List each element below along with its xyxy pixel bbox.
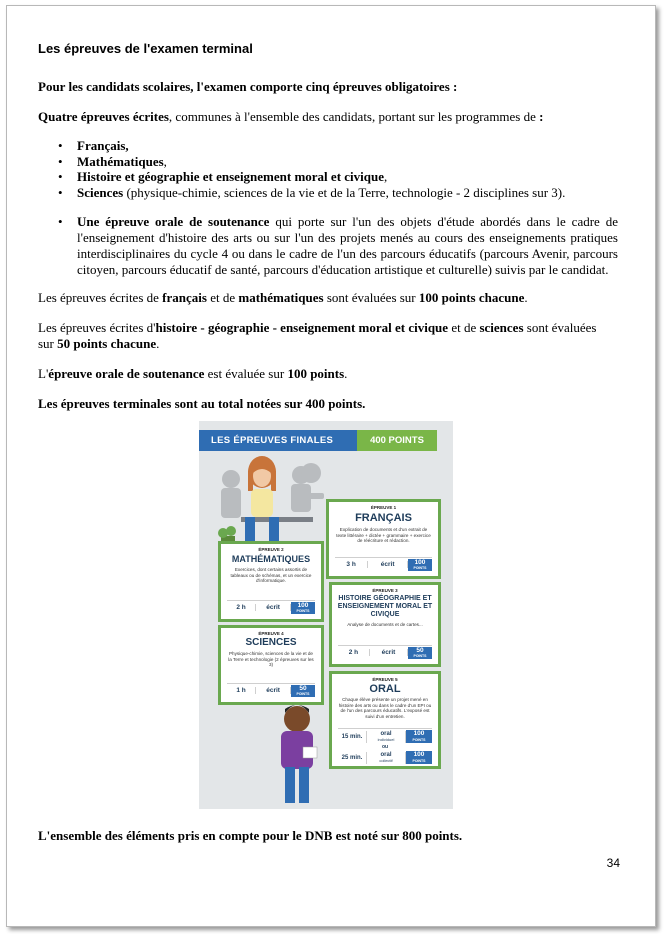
total-finales: Les épreuves terminales sont au total notées sur 400 points. xyxy=(38,396,366,411)
card-francais: ÉPREUVE 1 FRANÇAIS Explication de documents et d'un extrait de texte littéraire + dictée + grammaire + exercice de réécriture et rédaction. 3 h écrit 100 POINTS xyxy=(326,499,441,579)
written-lead-rest: , communes à l'ensemble des candidats, portant sur les programmes de xyxy=(168,109,540,124)
written-exams-intro xyxy=(38,109,616,125)
points-badge: 100 POINTS xyxy=(406,730,432,743)
card-footer: 2 h écrit 50 POINTS xyxy=(338,645,432,659)
page-number: 34 xyxy=(606,856,620,870)
oral-rest: qui porte sur l'un des objets d'étude abordés dans le cadre de l'enseignement d'histoire des arts ou sur l'un des projets menés au cours des enseignements pratiques interdisciplinaires du cycle 4 ou dans le cadre de l'un des parcours éducatifs (parcours Avenir, parcours citoyen, parcours éducatif de santé, parcours d'éducation artistique et culturelle) suivis par le candidat. xyxy=(77,214,618,277)
written-lead-colon: : xyxy=(539,109,544,124)
points-badge: 50 POINTS xyxy=(291,685,315,697)
list-item: • Mathématiques, xyxy=(38,154,618,170)
list-item: • Histoire et géographie et enseignement moral et civique, xyxy=(38,169,618,185)
points-badge: 100 POINTS xyxy=(291,602,315,614)
written-lead-bold: Quatre épreuves écrites xyxy=(38,109,169,124)
list-item: • Français, xyxy=(38,138,618,154)
card-footer: 3 h écrit 100 POINTS xyxy=(335,557,432,571)
card-sciences: ÉPREUVE 4 SCIENCES Physique-chimie, sciences de la vie et de la Terre et technologie (2 épreuves sur les 3) 1 h écrit 50 POINTS xyxy=(218,625,324,705)
banner-title: LES ÉPREUVES FINALES xyxy=(211,435,334,446)
oral-exam-item: • Une épreuve orale de soutenance qui porte sur l'un des objets d'étude abordés dans le cadre de l'enseignement d'histoire des arts ou sur l'un des projets menés au cours des enseignements pratiques interdisciplinaires du cycle 4 ou dans le cadre de l'un des parcours éducatifs (parcours Avenir, parcours citoyen, parcours éducatif de santé, parcours d'éducation artistique et culturelle) suivis par le candidat. xyxy=(58,214,618,277)
card-footer: 1 h écrit 50 POINTS xyxy=(227,683,315,697)
oral-or-label: ou xyxy=(381,744,389,750)
section-heading: Les épreuves de l'examen terminal xyxy=(38,41,253,56)
oral-row-collectif: 25 min. oral collectif 100 POINTS xyxy=(338,750,432,765)
intro-text: Pour les candidats scolaires, l'examen comporte cinq épreuves obligatoires : xyxy=(38,79,458,94)
card-desc-oral: Chaque élève présente un projet mené en histoire des arts ou dans le cadre d'un EPI ou de l'un des parcours éducatifs. L'exposé est suivi d'un entretien. xyxy=(338,697,432,719)
francais-maths-scoring: Les épreuves écrites de français et de mathématiques sont évaluées sur 100 points chacune. xyxy=(38,290,528,305)
oral-row-individuel: 15 min. oral individuel 100 POINTS xyxy=(338,728,432,744)
oral-scoring: L'épreuve orale de soutenance est évaluée sur 100 points. xyxy=(38,366,348,381)
card-title-oral: ORAL xyxy=(369,683,401,695)
card-title-sciences: SCIENCES xyxy=(245,637,297,648)
card-desc-maths: Exercices, dont certains assortis de tableaux ou de schémas, et un exercice d'informatique. xyxy=(230,567,312,584)
points-badge: 50 POINTS xyxy=(408,647,432,659)
card-footer: 2 h écrit 100 POINTS xyxy=(227,600,315,614)
banner-total-points: 400 POINTS xyxy=(357,430,437,451)
card-mathematiques: ÉPREUVE 2 MATHÉMATIQUES Exercices, dont certains assortis de tableaux ou de schémas, et un exercice d'informatique. 2 h écrit 100 POINTS xyxy=(218,541,324,622)
epreuves-infographic xyxy=(199,421,453,809)
written-subject-list xyxy=(38,138,618,200)
card-title-histoire: HISTOIRE GÉOGRAPHIE ET ENSEIGNEMENT MORAL ET CIVIQUE xyxy=(337,595,433,618)
oral-bold: Une épreuve orale de soutenance xyxy=(77,214,270,229)
card-title-francais: FRANÇAIS xyxy=(355,512,412,524)
card-desc-sciences: Physique-chimie, sciences de la vie et de la Terre et technologie (2 épreuves sur les 3) xyxy=(228,651,314,668)
card-oral: ÉPREUVE 5 ORAL Chaque élève présente un projet mené en histoire des arts ou dans le cadre d'un EPI ou de l'un des parcours éducatifs. L'exposé est suivi d'un entretien. 15 min. oral individuel 100 POINTS ou 25 min. oral collectif 100 POINTS xyxy=(329,671,441,769)
card-desc-francais: Explication de documents et d'un extrait de texte littéraire + dictée + grammaire + exercice de réécriture et rédaction. xyxy=(336,527,431,544)
card-title-maths: MATHÉMATIQUES xyxy=(231,554,311,564)
girl-student-illustration xyxy=(241,456,279,553)
card-histoire-geographie: ÉPREUVE 3 HISTOIRE GÉOGRAPHIE ET ENSEIGNEMENT MORAL ET CIVIQUE Analyse de documents et de cartes... 2 h écrit 50 POINTS xyxy=(329,582,441,667)
points-badge: 100 POINTS xyxy=(406,751,432,764)
points-badge: 100 POINTS xyxy=(408,559,432,571)
list-item: • Sciences (physique-chimie, sciences de la vie et de la Terre, technologie - 2 disciplines sur 3). xyxy=(38,185,618,201)
card-desc-histoire: Analyse de documents et de cartes... xyxy=(347,622,423,627)
boy-student-illustration xyxy=(281,705,317,803)
total-dnb: L'ensemble des éléments pris en compte pour le DNB est noté sur 800 points. xyxy=(38,828,463,843)
histoire-sciences-scoring: Les épreuves écrites d'histoire - géographie - enseignement moral et civique et de sciences sont évaluées sur 50 points chacune. xyxy=(38,320,597,351)
